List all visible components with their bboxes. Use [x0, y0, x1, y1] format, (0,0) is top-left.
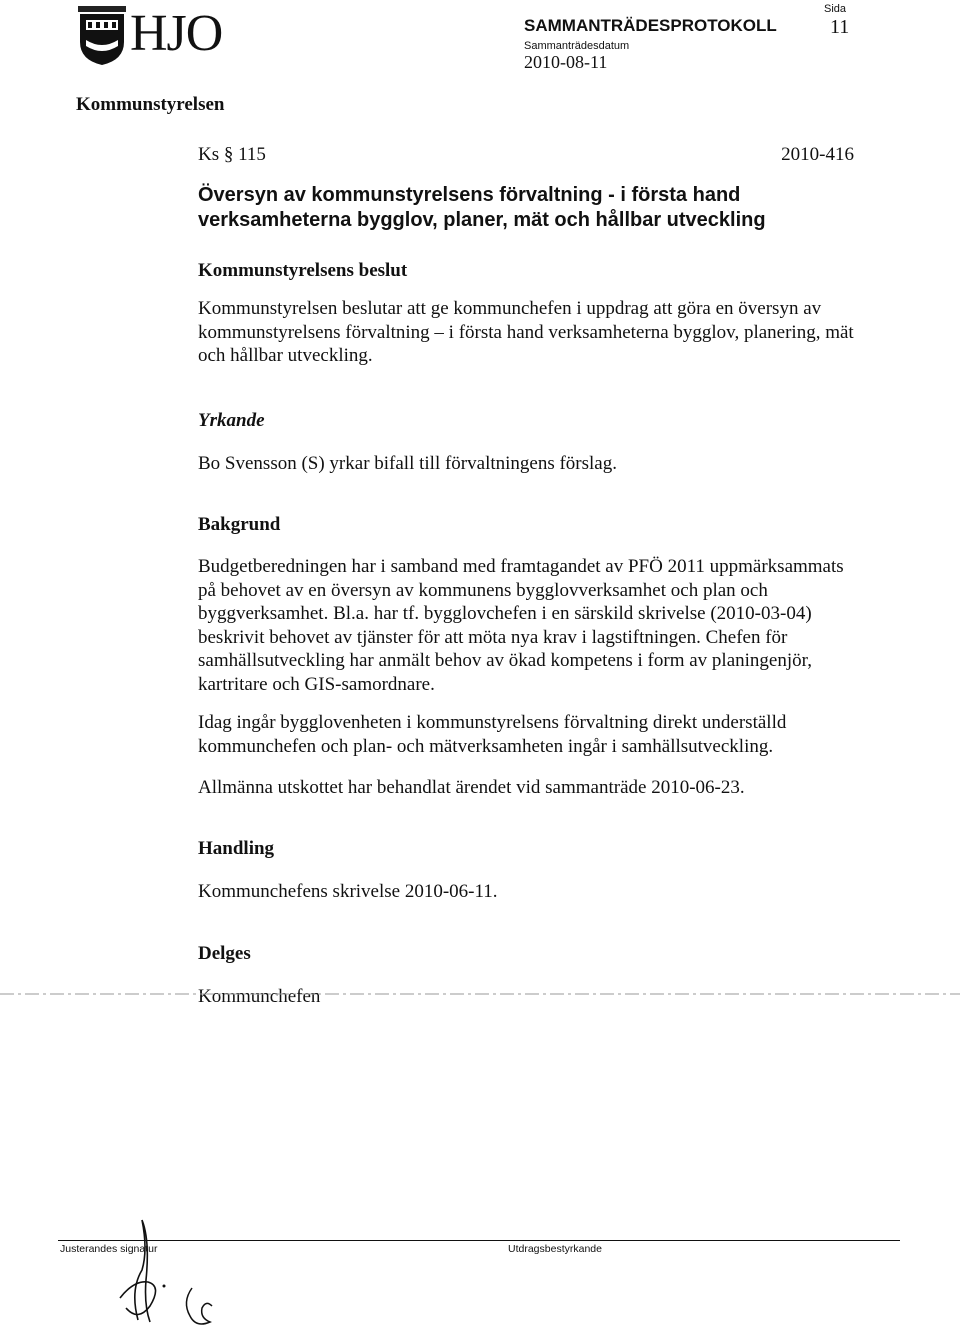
motion-text: Bo Svensson (S) yrkar bifall till förvaltningens förslag.	[198, 453, 617, 474]
page-number: 11	[830, 16, 850, 38]
case-title: Översyn av kommunstyrelsens förvaltning - i första hand verksamheterna bygglov, planer, mät och hållbar utveckling	[198, 184, 766, 231]
document-type: SAMMANTRÄDESPROTOKOLL	[524, 16, 777, 35]
paragraph-id: Ks § 115	[198, 144, 266, 165]
scan-artifact-line	[0, 993, 960, 995]
meeting-date-label: Sammanträdesdatum	[524, 40, 630, 52]
handwritten-signature	[90, 1210, 250, 1330]
distribution-heading: Delges	[198, 943, 251, 964]
decision-text: Kommunstyrelsen beslutar att ge kommunchefen i uppdrag att göra en översyn av kommunstyrelsens förvaltning – i första hand verksamheterna bygglov, planering, mät och hållbar utveckling.	[198, 298, 854, 366]
background-paragraph: Idag ingår bygglovenheten i kommunstyrelsens förvaltning direkt underställd kommunchefen och plan- och mätverksamheten ingår i samhällsutveckling.	[198, 712, 787, 757]
meeting-date: 2010-08-11	[524, 52, 608, 72]
case-number: 2010-416	[781, 144, 854, 165]
signature-label: Justerandes signatur	[60, 1243, 158, 1255]
background-heading: Bakgrund	[198, 514, 281, 535]
background-paragraph: Budgetberedningen har i samband med framtagandet av PFÖ 2011 uppmärksammats på behovet av en översyn av kommunens bygglovverksamhet och plan och byggverksamhet. Bl.a. har tf. bygglovchefen i en särskild skrivelse (2010-03-04) beskrivit behovet av tjänster för att möta nya krav i lagstiftningen. Chefen för samhällsutveckling har anmält behov av ökad kompetens i form av planingenjör, kartritare och GIS-samordnare.	[198, 556, 844, 695]
committee-name: Kommunstyrelsen	[76, 94, 225, 115]
page-label: Sida	[824, 3, 847, 15]
documents-item: Kommunchefens skrivelse 2010-06-11.	[198, 881, 498, 902]
municipal-crest-logo	[76, 6, 128, 66]
background-paragraph: Allmänna utskottet har behandlat ärendet vid sammanträde 2010-06-23.	[198, 777, 745, 798]
extract-certification-label: Utdragsbestyrkande	[508, 1243, 602, 1255]
documents-heading: Handling	[198, 838, 275, 859]
decision-heading: Kommunstyrelsens beslut	[198, 260, 408, 281]
distribution-item: Kommunchefen	[198, 986, 321, 1007]
logo-wordmark: HJO	[130, 5, 223, 62]
motion-heading: Yrkande	[198, 410, 265, 431]
